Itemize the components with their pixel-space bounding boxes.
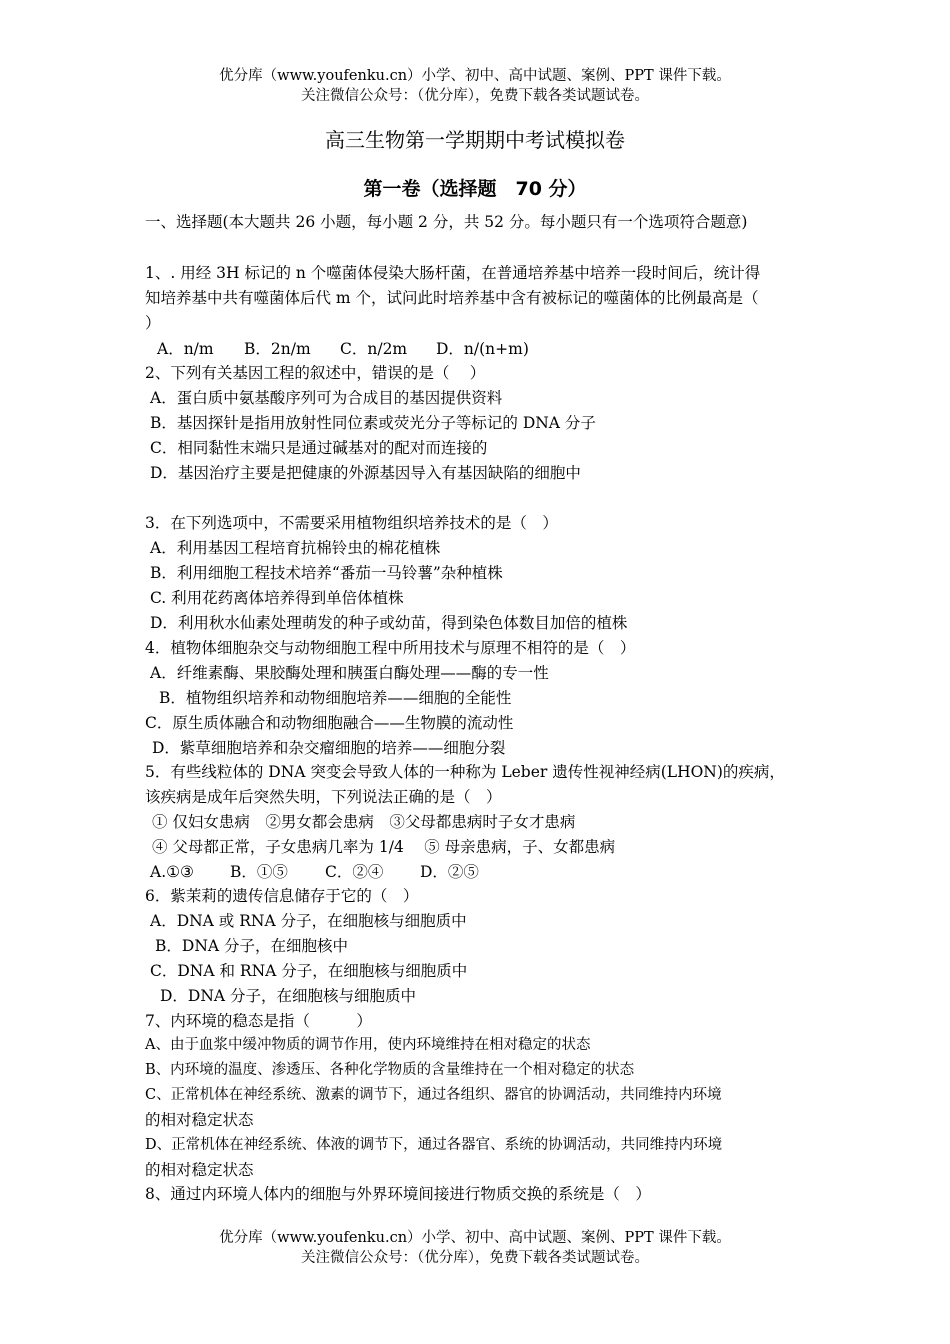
q1-option-b: B．2n/m: [244, 340, 311, 358]
q4-option-d: D．紫草细胞培养和杂交瘤细胞的培养——细胞分裂: [152, 739, 506, 757]
q7-option-c-line-2: 的相对稳定状态: [145, 1111, 254, 1129]
q1-option-d: D．n/(n+m): [436, 340, 529, 358]
q4-option-a: A．纤维素酶、果胶酶处理和胰蛋白酶处理——酶的专一性: [150, 664, 549, 682]
q3-option-d: D．利用秋水仙素处理萌发的种子或幼苗，得到染色体数目加倍的植株: [150, 614, 628, 632]
q6-stem: 6．紫茉莉的遗传信息储存于它的（ ）: [145, 887, 419, 905]
q5-option-b: B．①⑤: [230, 863, 288, 881]
q3-option-c: C. 利用花药离体培养得到单倍体植株: [150, 589, 404, 607]
q8-stem: 8、通过内环境人体内的细胞与外界环境间接进行物质交换的系统是（ ）: [145, 1185, 651, 1203]
header-ad-line-1: 优分库（www.youfenku.cn）小学、初中、高中试题、案例、PPT 课件下载。: [219, 68, 731, 84]
q6-option-c: C．DNA 和 RNA 分子，在细胞核与细胞质中: [150, 962, 468, 980]
q7-option-d-line-1: D、正常机体在神经系统、体液的调节下，通过各器官、系统的协调活动，共同维持内环境: [145, 1137, 723, 1153]
q5-options: [150, 860, 820, 885]
q3-option-b: B．利用细胞工程技术培养“番茄一马铃薯”杂种植株: [150, 564, 503, 582]
q6-option-a: A．DNA 或 RNA 分子，在细胞核与细胞质中: [150, 912, 467, 930]
q1-options: [145, 337, 815, 362]
q5-option-d: D．②⑤: [420, 863, 479, 881]
q2-option-c: C．相同黏性末端只是通过碱基对的配对而连接的: [150, 439, 488, 457]
q7-option-c-line-1: C、正常机体在神经系统、激素的调节下，通过各组织、器官的协调活动，共同维持内环境: [145, 1087, 722, 1103]
q7-option-b: B、内环境的温度、渗透压、各种化学物质的含量维持在一个相对稳定的状态: [145, 1062, 635, 1078]
q1-stem-line-1: 1、. 用经 3H 标记的 n 个噬菌体侵染大肠杆菌，在普通培养基中培养一段时间后，统计得: [145, 264, 761, 282]
section-subtitle: 第一卷（选择题 70 分）: [363, 178, 587, 200]
q6-option-d: D．DNA 分子，在细胞核与细胞质中: [160, 987, 417, 1005]
q7-option-d-line-2: 的相对稳定状态: [145, 1161, 254, 1179]
q7-stem: 7、内环境的稳态是指（ ）: [145, 1012, 372, 1030]
q2-stem: 2、下列有关基因工程的叙述中，错误的是（ ）: [145, 364, 486, 382]
q2-option-d: D．基因治疗主要是把健康的外源基因导入有基因缺陷的细胞中: [150, 464, 581, 482]
q6-option-b: B．DNA 分子，在细胞核中: [155, 937, 349, 955]
q1-stem-line-2: 知培养基中共有噬菌体后代 m 个，试问此时培养基中含有被标记的噬菌体的比例最高是（: [145, 289, 759, 307]
q4-option-b: B．植物组织培养和动物细胞培养——细胞的全能性: [159, 689, 512, 707]
q1-stem-line-3: ）: [145, 314, 161, 332]
q5-option-c: C．②④: [325, 863, 384, 881]
section-instructions: 一、选择题(本大题共 26 小题，每小题 2 分，共 52 分。每小题只有一个选项符合题意): [145, 213, 748, 231]
q1-option-c: C．n/2m: [340, 340, 408, 358]
q5-statements-line-1: ① 仅妇女患病 ②男女都会患病 ③父母都患病时子女才患病: [152, 813, 576, 831]
footer-ad-line-2: 关注微信公众号：（优分库），免费下载各类试题试卷。: [301, 1250, 649, 1266]
header-ad-line-2: 关注微信公众号：（优分库），免费下载各类试题试卷。: [301, 88, 649, 104]
page-title: 高三生物第一学期期中考试模拟卷: [325, 128, 625, 152]
footer-ad-line-1: 优分库（www.youfenku.cn）小学、初中、高中试题、案例、PPT 课件下载。: [219, 1230, 731, 1246]
q5-stem-line-2: 该疾病是成年后突然失明，下列说法正确的是（ ）: [145, 788, 502, 806]
q7-option-a: A、由于血浆中缓冲物质的调节作用，使内环境维持在相对稳定的状态: [145, 1037, 591, 1053]
q4-stem: 4．植物体细胞杂交与动物细胞工程中所用技术与原理不相符的是（ ）: [145, 639, 636, 657]
q1-option-a: A．n/m: [157, 340, 214, 358]
q2-option-a: A．蛋白质中氨基酸序列可为合成目的基因提供资料: [150, 389, 503, 407]
q5-statements-line-2: ④ 父母都正常，子女患病几率为 1/4 ⑤ 母亲患病，子、女都患病: [152, 838, 616, 856]
q5-option-a: A.①③: [150, 863, 194, 881]
q4-option-c: C．原生质体融合和动物细胞融合——生物膜的流动性: [145, 714, 514, 732]
q3-option-a: A．利用基因工程培育抗棉铃虫的棉花植株: [150, 539, 441, 557]
q2-option-b: B．基因探针是指用放射性同位素或荧光分子等标记的 DNA 分子: [150, 414, 596, 432]
q3-stem: 3．在下列选项中，不需要采用植物组织培养技术的是（ ）: [145, 514, 558, 532]
q5-stem-line-1: 5．有些线粒体的 DNA 突变会导致人体的一种称为 Leber 遗传性视神经病(LHON)的疾病，: [145, 763, 785, 781]
